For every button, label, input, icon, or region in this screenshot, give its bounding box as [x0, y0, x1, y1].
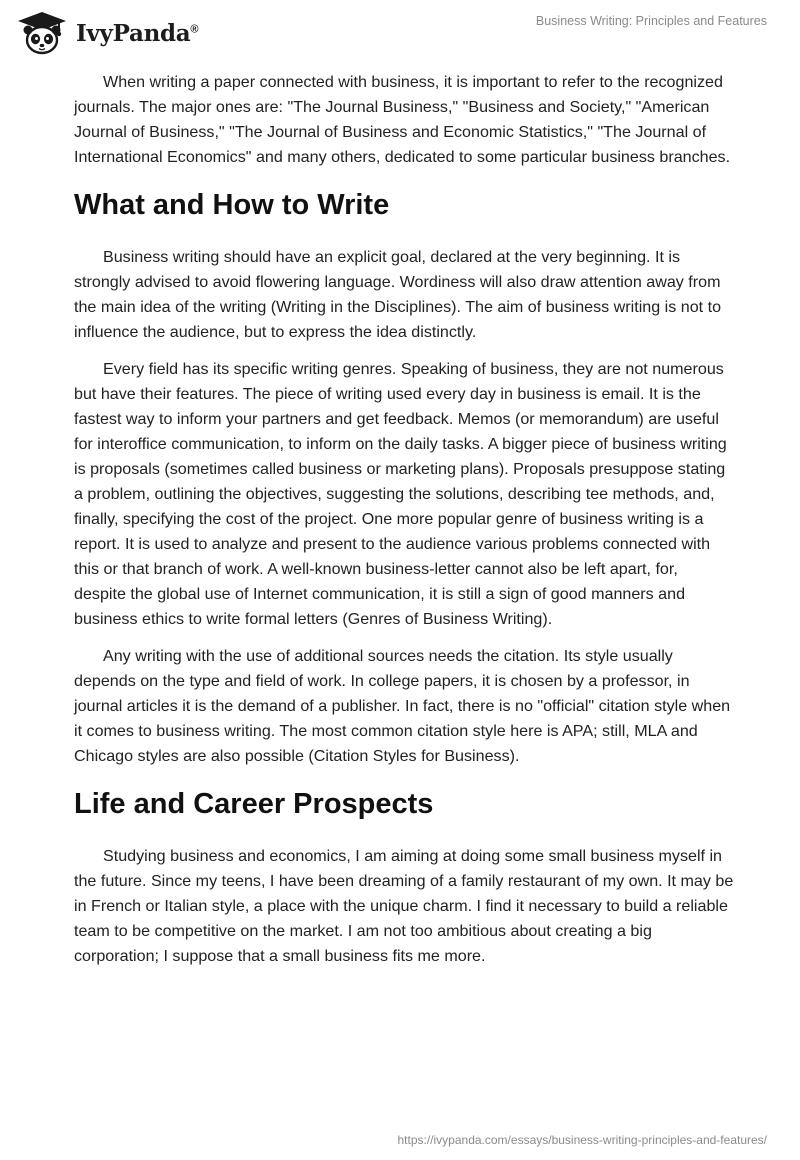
heading-what-and-how-to-write: What and How to Write [74, 189, 390, 221]
paragraph-writing-genres: Every field has its specific writing genres. Speaking of business, they are not numerous but have their features. The piece of writing used every day in business is email. It is the fastest way to inform your partners and get feedback. Memos (or memorandum) are useful for interoffice communication, to inform on the daily tasks. A bigger piece of business writing is proposals (sometimes called business or marketing plans). Proposals presuppose stating a problem, outlining the objectives, suggesting the solutions, describing tee methods, and, finally, specifying the cost of the project. One more popular genre of business writing is a report. It is used to analyze and present to the audience various problems connected with this or that branch of work. A well-known business-letter cannot also be left apart, for, despite the global use of Internet communication, it is still a sign of good manners and business ethics to write formal letters (Genres of Business Writing). [74, 360, 727, 628]
brand-name: IvyPanda® [76, 19, 199, 47]
document-title: Business Writing: Principles and Features [535, 14, 767, 28]
article-body [74, 70, 734, 981]
paragraph-small-business: Studying business and economics, I am aiming at doing some small business myself in the future. Since my teens, I have been dreaming of a family restaurant of my own. It may be in French or Italian style, a place with the unique charm. I find it necessary to build a reliable team to be competitive on the market. I am not too ambitious about creating a big corporation; I suppose that a small business fits me more. [74, 847, 734, 965]
source-url[interactable]: https://ivypanda.com/essays/business-writing-principles-and-features/ [397, 1133, 767, 1147]
panda-graduate-icon [14, 10, 70, 56]
brand-logo[interactable] [14, 10, 198, 56]
heading-life-and-career-prospects: Life and Career Prospects [74, 788, 434, 820]
page-header [0, 0, 800, 70]
paragraph-explicit-goal: Business writing should have an explicit goal, declared at the very beginning. It is strongly advised to avoid flowering language. Wordiness will also draw attention away from the main idea of the writing (Writing in the Disciplines). The aim of business writing is not to influence the audience, but to express the idea distinctly. [74, 248, 722, 341]
paragraph-citation: Any writing with the use of additional sources needs the citation. Its style usually depends on the type and field of work. In college papers, it is chosen by a professor, in journal articles it is the demand of a publisher. In fact, there is no "official" citation style when it comes to business writing. The most common citation style here is APA; still, MLA and Chicago styles are also possible (Citation Styles for Business). [74, 647, 731, 765]
paragraph-journals: When writing a paper connected with business, it is important to refer to the recognized journals. The major ones are: "The Journal Business," "Business and Society," "American Journal of Business," "The Journal of Business and Economic Statistics," "The Journal of International Economics" and many others, dedicated to some particular business branches. [74, 73, 731, 166]
